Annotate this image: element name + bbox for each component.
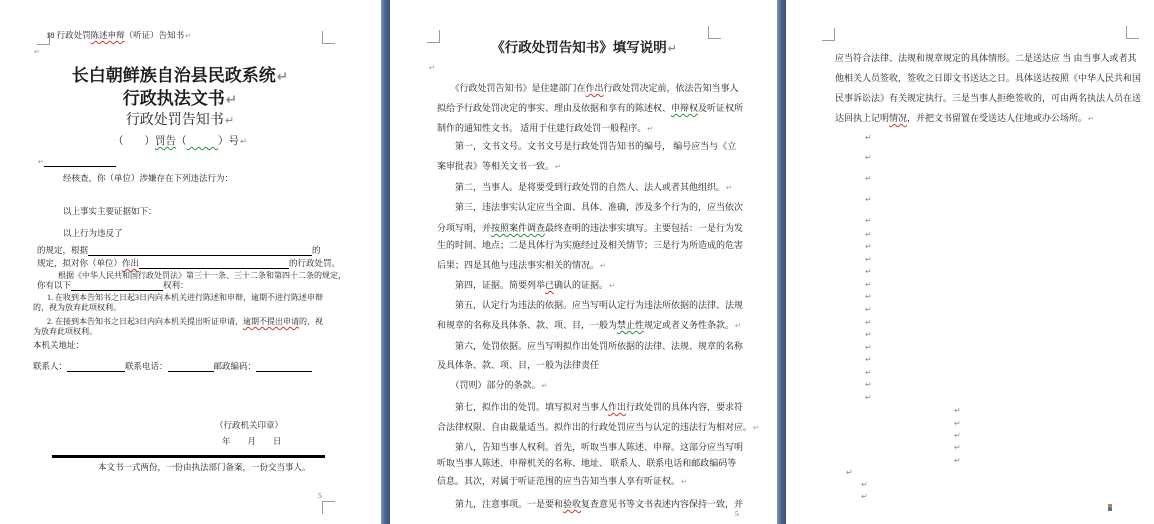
doc-text: 第九，注意事项。一是要和 <box>437 499 564 509</box>
fill-in-blank-underline <box>44 158 116 167</box>
doc-text: 及听证权所 <box>698 103 744 113</box>
doc-text: 民事诉讼法》有关规定执行。三是当事人拒绝签收的，可由两名执法人员在送 <box>835 93 1142 103</box>
doc-text: 复查意见书等文书表述内容保持一致，并 <box>581 499 744 509</box>
paragraph-mark-icon: ↵ <box>954 431 961 440</box>
window-divider-2[interactable] <box>777 0 786 524</box>
doc-text: 的行政处罚。 <box>289 258 341 268</box>
margin-crop-mark-icon <box>822 28 835 41</box>
spellcheck-flagged-text: 验收 <box>563 499 582 509</box>
doc-text: 案审批表》等相关文书一致。 <box>437 161 555 171</box>
doc-text: 为放弃此项权利。 <box>33 327 97 336</box>
paragraph-mark-icon: ↵ <box>555 162 562 171</box>
doc-text: 经核查，你（单位）涉嫌存在下列违法行为： <box>63 173 234 183</box>
doc-text: 第五，认定行为违法的依据。应当写明认定行为违法所依据的法律、法规 <box>437 300 744 310</box>
doc-line <box>63 207 157 217</box>
spellcheck-flagged-text: 申辩权 <box>671 103 699 113</box>
doc-text: 第六，处罚依据。应当写明拟作出处罚所依据的法律、法规、规章的名称 <box>437 341 744 351</box>
paragraph-mark-icon: ↵ <box>954 443 961 452</box>
doc-text: 最终查明的违法事实填写。主要包括：一是行为发 <box>545 223 744 233</box>
doc-line <box>72 66 288 86</box>
margin-crop-mark-icon <box>1126 26 1139 39</box>
paragraph-mark-icon: ↵ <box>681 477 688 486</box>
doc-line <box>98 463 311 473</box>
paragraph-mark-icon: ↵ <box>541 381 548 390</box>
doc-line <box>437 458 736 468</box>
paragraph-mark-icon: ↵ <box>667 42 677 55</box>
doc-line <box>33 47 40 57</box>
paragraph-mark-icon: ↵ <box>865 230 872 239</box>
paragraph-mark-icon: ↵ <box>865 216 872 225</box>
doc-line <box>63 229 123 239</box>
doc-text: 制作的通知性文书。 适用于住建行政处罚一般程序。 <box>437 123 647 133</box>
doc-text: 合法律权限、自由裁量适当。拟作出的行政处罚应当与认定的违法行为相对应。 <box>437 422 753 432</box>
spellcheck-flagged-text: 情况 <box>889 113 908 123</box>
doc-line <box>63 174 233 184</box>
paragraph-mark-icon: ↵ <box>846 468 853 477</box>
doc-text: 听取当事人陈述、申辩机关的名称、地址、 联系人、联系电话和邮政编码等 <box>437 458 737 468</box>
paragraph-mark-icon: ↵ <box>609 281 616 290</box>
doc-text: 年 月 日 <box>222 436 282 446</box>
doc-text: 邮政编码： <box>213 361 257 371</box>
doc-text: 本机关地址： <box>33 340 85 350</box>
doc-line <box>428 62 435 72</box>
doc-line <box>47 293 323 302</box>
doc-text: 1. 在收到本告知书之日起3日内向本机关进行陈述和申辩，逾期不进行陈述申辩 <box>47 293 323 302</box>
doc-text: 行政处罚告知书 <box>125 113 224 128</box>
paragraph-mark-icon: ↵ <box>34 48 40 56</box>
doc-text: 以上事实主要证据如下： <box>63 206 157 216</box>
fill-in-blank-underline <box>88 247 312 256</box>
spellcheck-flagged-text: 作出 <box>122 258 140 268</box>
window-divider-1[interactable] <box>381 0 390 524</box>
doc-text: 联系电话： <box>125 361 168 371</box>
doc-text: 第四，证据。简要列举 <box>437 280 546 290</box>
doc-text: 第三，违法事实认定应当全面、具体、准确，涉及多个行为的，应当依次 <box>437 202 744 212</box>
spellcheck-flagged-text: 已 <box>545 280 555 290</box>
doc-line <box>123 89 237 109</box>
doc-text: （听证）告知书 <box>124 30 185 40</box>
doc-text: 权利： <box>163 280 189 290</box>
doc-text: 第八，告知当事人权利。首先，听取当事人陈述、申辩。这部分应当写明 <box>437 442 744 452</box>
spellcheck-flagged-text: 逾期不提出申请 <box>243 317 299 326</box>
paragraph-mark-icon: ↵ <box>865 343 872 352</box>
doc-line <box>437 83 739 93</box>
margin-crop-mark-icon <box>322 31 335 44</box>
doc-text: 信息。其次，对属于听证范围的应当告知当事人享有听证权。 <box>437 476 681 486</box>
margin-crop-mark-icon <box>37 32 50 45</box>
doc-text: ）号 <box>217 136 239 147</box>
paragraph-mark-icon: ↵ <box>647 124 654 133</box>
doc-line <box>33 303 121 312</box>
thick-horizontal-rule <box>52 455 325 458</box>
paragraph-mark-icon: ↵ <box>865 368 872 377</box>
paragraph-mark-icon: ↵ <box>865 292 872 301</box>
doc-line <box>835 73 1141 83</box>
doc-text: 规定，拟对你（单位） <box>37 258 123 268</box>
fill-in-blank-underline <box>168 363 214 372</box>
doc-text: 第七，拟作出的处罚。填写拟对当事人 <box>437 402 609 412</box>
paragraph-mark-icon: ↵ <box>865 153 872 162</box>
doc-line <box>437 141 736 151</box>
doc-text: 的 <box>312 245 321 255</box>
doc-text: 行政处罚决定前，依法告知当事人 <box>603 83 739 93</box>
paragraph-mark-icon: ↵ <box>38 158 44 166</box>
doc-text: 分项写明，并 <box>437 223 492 233</box>
paragraph-mark-icon: ↵ <box>224 114 235 127</box>
spellcheck-flagged-text: 罚告 <box>154 136 176 147</box>
paragraph-mark-icon: ↵ <box>865 380 872 389</box>
paragraph-mark-icon: ↵ <box>865 133 872 142</box>
doc-line <box>437 240 743 250</box>
paragraph-mark-icon: ↵ <box>865 355 872 364</box>
doc-text: 以上行为违反了 <box>63 228 123 238</box>
page-number: 5 <box>318 491 322 500</box>
paragraph-mark-icon: ↵ <box>1088 114 1095 123</box>
paragraph-mark-icon: ↵ <box>600 261 607 270</box>
doc-text: 的，视 <box>299 317 323 326</box>
doc-line <box>33 327 97 336</box>
spellcheck-flagged-text: 按照案件调查 <box>491 223 546 233</box>
doc-text: 确认的证据。 <box>554 280 609 290</box>
doc-line <box>37 259 340 269</box>
doc-line <box>437 280 615 290</box>
doc-text: 达回执上记明 <box>835 113 890 123</box>
doc-line <box>46 31 191 41</box>
doc-line <box>437 123 653 133</box>
doc-line <box>437 380 548 390</box>
spellcheck-flagged-text: 禁止性 <box>617 320 645 330</box>
doc-line <box>835 93 1141 103</box>
doc-text: 2. 在接到本告知书之日起3日内向本机关提出听证申请， <box>47 317 243 326</box>
doc-line <box>437 499 743 509</box>
doc-line <box>835 53 1137 63</box>
margin-crop-mark-icon <box>708 26 721 39</box>
doc-line <box>113 136 247 148</box>
doc-text: 拟给予行政处罚决定的事实、理由及依据和享有的陈述权、 <box>437 103 672 113</box>
fill-in-blank-underline <box>71 282 163 291</box>
paragraph-mark-icon: ↵ <box>865 195 872 204</box>
doc-line <box>437 341 743 351</box>
doc-line <box>215 421 283 431</box>
spellcheck-flagged-text: 作出 <box>585 83 604 93</box>
doc-text: 的，视为放弃此项权利。 <box>33 303 121 312</box>
fill-in-blank-underline <box>67 363 125 372</box>
paragraph-mark-icon: ↵ <box>225 92 238 108</box>
paragraph-mark-icon: ↵ <box>954 419 961 428</box>
spellcheck-flagged-text: 作出 <box>608 402 627 412</box>
doc-text: 《行政处罚告知书》是住建部门在 <box>437 83 586 93</box>
doc-line <box>37 281 189 291</box>
doc-line <box>437 320 741 330</box>
doc-line <box>437 476 687 486</box>
paragraph-mark-icon: ↵ <box>954 456 961 465</box>
paragraph-mark-icon: ↵ <box>954 406 961 415</box>
doc-text: 的规定，根据 <box>37 245 89 255</box>
paragraph-mark-icon: ↵ <box>865 174 872 183</box>
paragraph-mark-icon: ↵ <box>865 242 872 251</box>
doc-text: 你有以下 <box>37 280 72 290</box>
doc-text: 第二，当事人。是将要受到行政处罚的自然人、法人或者其他组织。 <box>437 182 726 192</box>
doc-line <box>437 182 732 192</box>
doc-line <box>437 161 561 171</box>
doc-text: 《行政处罚告知书》填写说明 <box>491 40 667 55</box>
doc-line <box>437 103 743 113</box>
paragraph-mark-icon: ↵ <box>865 267 872 276</box>
doc-line <box>437 300 743 310</box>
doc-text: 应当符合法律、法规和规章规定的具体情形。二是送达应 当 由当事人或者其 <box>835 53 1137 63</box>
spellcheck-flagged-text: 陈述申辩 <box>90 30 125 40</box>
paragraph-mark-icon: ↵ <box>865 318 872 327</box>
doc-text: 和规章的名称及具体条、款、项、目，一般为 <box>437 320 618 330</box>
doc-text: 行政处罚的具体内容，要求符 <box>626 402 744 412</box>
doc-line <box>58 271 346 280</box>
paragraph-mark-icon: ↵ <box>239 136 248 146</box>
doc-text: （罚则）部分的条款。 <box>437 380 541 390</box>
page-number: 5 <box>735 509 739 518</box>
doc-text: 及具体条、款、项、目，一般为法律责任 <box>437 360 600 370</box>
doc-text: 后果；四是其他与违法事实相关的情况。 <box>437 260 600 270</box>
margin-crop-mark-icon <box>322 501 335 514</box>
paragraph-mark-icon: ↵ <box>865 255 872 264</box>
paragraph-mark-icon: ↵ <box>861 480 868 489</box>
doc-text: 联系人： <box>33 361 68 371</box>
paragraph-mark-icon: ↵ <box>735 321 742 330</box>
paragraph-mark-icon: ↵ <box>861 492 868 501</box>
doc-text: （行政机关印章） <box>215 420 284 430</box>
doc-text: 长白朝鲜族自治县民政系统 <box>71 66 276 85</box>
paragraph-mark-icon: ↵ <box>753 423 760 432</box>
doc-text: 本文书一式两份，一份由执法部门备案，一份交当事人。 <box>98 462 311 472</box>
doc-line <box>437 260 606 270</box>
doc-text: （ ） <box>112 136 155 147</box>
margin-crop-mark-icon <box>427 30 440 43</box>
document-page-2[interactable] <box>390 0 777 524</box>
fill-in-blank-underline <box>256 363 312 372</box>
paragraph-mark-icon: ↵ <box>185 32 191 40</box>
doc-line <box>222 437 282 447</box>
document-page-1[interactable] <box>0 0 381 524</box>
spellcheck-flagged-text <box>186 136 218 147</box>
doc-line <box>437 442 743 452</box>
doc-text: 第一，文书文号。文书文号是行政处罚告知书的编号， 编号应当与《立 <box>437 141 737 151</box>
paragraph-mark-icon: ↵ <box>276 69 289 85</box>
paragraph-mark-icon: ↵ <box>726 183 733 192</box>
fill-in-blank-underline <box>139 260 289 269</box>
footer-tiny-mark-icon <box>1108 504 1112 511</box>
doc-line <box>37 157 116 167</box>
doc-line <box>37 246 321 256</box>
doc-text: 根据《中华人民共和国行政处罚法》第三十一条、三十二条和第四十二条的规定， <box>58 271 346 280</box>
paragraph-mark-icon: ↵ <box>429 63 436 72</box>
doc-text: 行政执法文书 <box>122 89 225 108</box>
paragraph-mark-icon: ↵ <box>865 280 872 289</box>
doc-text: 规定或者义务性条款。 <box>644 320 735 330</box>
doc-text: 生的时间、地点；二是具体行为实施经过及相关情节；三是行为所造成的危害 <box>437 240 744 250</box>
paragraph-mark-icon: ↵ <box>865 393 872 402</box>
doc-line <box>437 223 743 233</box>
doc-text: 他相关人员签收，签收之日即文书送达之日。具体送达按照《中华人民共和国 <box>835 73 1142 83</box>
doc-line <box>437 422 759 432</box>
doc-line <box>126 113 234 129</box>
doc-line <box>437 202 743 212</box>
doc-text: （ <box>175 136 187 147</box>
doc-line <box>437 360 599 370</box>
doc-line <box>47 317 323 326</box>
paragraph-mark-icon: ↵ <box>865 330 872 339</box>
doc-line <box>835 113 1094 123</box>
doc-line <box>33 362 312 372</box>
doc-line <box>437 402 743 412</box>
doc-line <box>491 40 677 56</box>
doc-line <box>33 341 84 351</box>
document-page-3[interactable] <box>787 0 1154 524</box>
doc-text: ，并把文书留置在受送达人住地或办公场所。 <box>907 113 1088 123</box>
paragraph-mark-icon: ↵ <box>865 305 872 314</box>
doc-text: 18 行政处罚 <box>46 30 91 40</box>
